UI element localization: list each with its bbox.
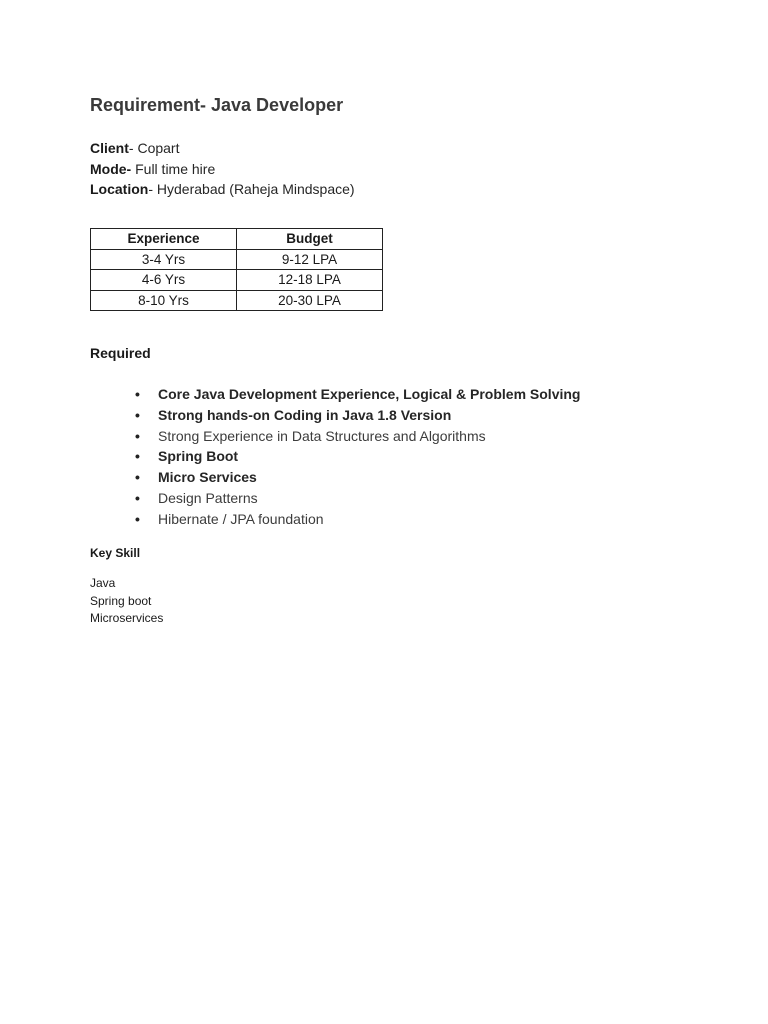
list-item-text: Strong hands-on Coding in Java 1.8 Version [158,406,452,423]
list-item [130,467,580,488]
meta-key: Mode- [90,160,132,177]
list-item-text: Hibernate / JPA foundation [158,510,324,527]
key-skill-heading: Key Skill [90,546,141,560]
table-row [91,249,383,270]
requirements-list [130,384,580,530]
bullet-icon: • [135,386,140,402]
column-header-budget: Budget [237,229,383,250]
skill-item: Spring boot [90,593,152,608]
table-cell: 20-30 LPA [237,290,383,311]
bullet-icon: • [135,406,140,423]
meta-value: Hyderabad (Raheja Mindspace) [156,181,355,197]
list-item-text: Design Patterns [158,489,258,506]
meta-value: Full time hire [135,160,216,177]
table-header-row [91,229,383,250]
table-cell: 9-12 LPA [237,249,383,270]
meta-sep: - [128,140,138,156]
bullet-icon: • [135,510,140,527]
list-item-text: Strong Experience in Data Structures and Algorithms [158,427,486,444]
meta-client [90,138,355,159]
list-item [130,509,580,530]
table-cell: 4-6 Yrs [91,270,237,291]
list-item [130,488,580,509]
list-item [130,405,580,426]
required-heading: Required [90,345,151,361]
table-cell: 12-18 LPA [237,270,383,291]
skill-item: Java [90,576,116,590]
page-title: Requirement- Java Developer [90,95,344,115]
meta-mode [90,159,355,180]
list-item-text: Core Java Development Experience, Logical & Problem Solving [158,386,581,402]
skill-item: Microservices [90,611,164,625]
job-meta [90,138,355,200]
table-cell: 8-10 Yrs [91,290,237,311]
meta-key: Location [90,181,149,197]
meta-sep: - [148,181,157,197]
bullet-icon: • [135,448,140,465]
table-cell: 3-4 Yrs [91,249,237,270]
bullet-icon: • [135,489,140,506]
column-header-experience: Experience [91,229,237,250]
list-item [130,384,580,405]
list-item-text: Micro Services [158,469,257,486]
list-item [130,426,580,447]
list-item-text: Spring Boot [158,448,239,465]
meta-value: Copart [137,140,180,156]
list-item [130,446,580,467]
meta-key: Client [90,140,129,156]
bullet-icon: • [135,469,140,486]
meta-location [90,179,355,200]
bullet-icon: • [135,427,140,444]
table-row [91,270,383,291]
table-row [91,290,383,311]
budget-table [90,228,383,311]
skills-list [90,575,163,628]
